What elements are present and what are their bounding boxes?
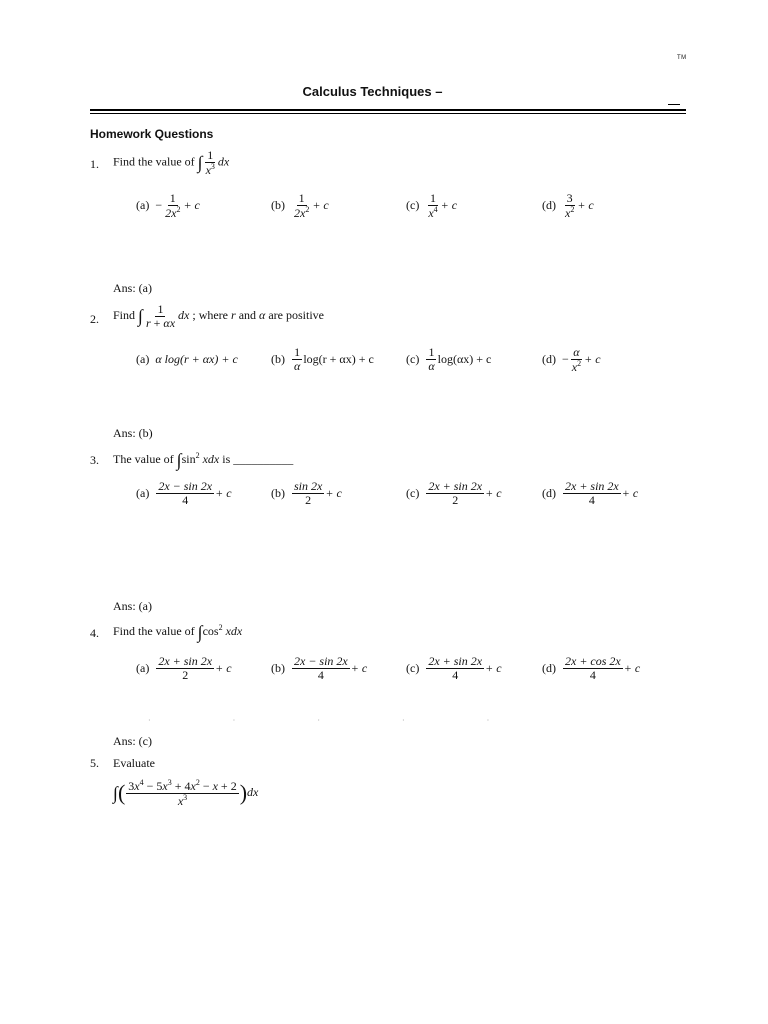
question-text: The value of $\int\sin^2$ xdx is __________	[113, 450, 294, 470]
trademark: TM	[677, 55, 687, 61]
option-2a: (a) α log(r + αx) + c	[136, 352, 238, 366]
question-text: Find ∫ $\frac{1}{r + \alpha x}$ dx ; where r and α are positive	[113, 302, 324, 330]
header-rule	[90, 109, 686, 111]
option-4b: (b) $\frac{2x - \sin 2x}{4}$ + c	[271, 654, 368, 682]
question-number: 2.	[90, 312, 99, 326]
option-3d: (d) $\frac{2x + \sin 2x}{4}$ + c	[542, 479, 639, 507]
answer-1: Ans: (a)	[113, 281, 152, 295]
answer-3: Ans: (a)	[113, 599, 152, 613]
option-2c: (c) $\frac{1}{\alpha}$ log(αx) + c	[406, 345, 492, 373]
option-3a: (a) $\frac{2x - \sin 2x}{4}$ + c	[136, 479, 232, 507]
question-text: Evaluate	[113, 756, 155, 770]
option-3c: (c) $\frac{2x + \sin 2x}{2}$ + c	[406, 479, 502, 507]
option-4a: (a) $\frac{2x + \sin 2x}{2}$ + c	[136, 654, 232, 682]
question-number: 4.	[90, 626, 99, 640]
question-text: Find the value of ∫ $\frac{1}{x^3}$ dx	[113, 148, 230, 177]
answer-4: Ans: (c)	[113, 734, 152, 748]
integral-sign: ∫	[197, 152, 203, 173]
option-4d: (d) $\frac{2x + \cos 2x}{4}$ + c	[542, 654, 641, 682]
integral-sign: ∫	[176, 450, 182, 470]
section-heading: Homework Questions	[90, 127, 214, 141]
option-1b: (b) $\frac{1}{2x^2}$ + c	[271, 191, 329, 220]
evaluate-expression: ∫( $\frac{3x^4 - 5x^3 + 4x^2 - x + 2}{x^3}$ )dx	[113, 778, 259, 808]
fraction: $\frac{1}{x^3}$	[205, 148, 215, 177]
option-2d: (d) − $\frac{\alpha}{x^2}$ + c	[542, 345, 601, 374]
option-3b: (b) $\frac{\sin 2x}{2}$ + c	[271, 479, 342, 507]
integral-sign: ∫	[113, 782, 118, 803]
option-1d: (d) $\frac{3}{x^2}$ + c	[542, 191, 594, 220]
question-number: 3.	[90, 453, 99, 467]
integral-sign: ∫	[138, 305, 143, 326]
answer-2: Ans: (b)	[113, 426, 153, 440]
option-2b: (b) $\frac{1}{\alpha}$ log(r + αx) + c	[271, 345, 374, 373]
integral-sign: ∫	[197, 622, 203, 642]
question-text: Find the value of $\int\cos^2$ xdx	[113, 622, 243, 642]
header-tick	[668, 104, 680, 105]
page-title: Calculus Techniques –	[302, 84, 443, 99]
option-1c: (c) $\frac{1}{x^4}$ + c	[406, 191, 458, 220]
option-4c: (c) $\frac{2x + \sin 2x}{4}$ + c	[406, 654, 502, 682]
header-rule-thin	[90, 113, 686, 114]
faint-marks: · · · · ·	[148, 716, 530, 725]
question-number: 5.	[90, 756, 99, 770]
question-number: 1.	[90, 157, 99, 171]
option-1a: (a) − $\frac{1}{2x^2}$ + c	[136, 191, 200, 220]
